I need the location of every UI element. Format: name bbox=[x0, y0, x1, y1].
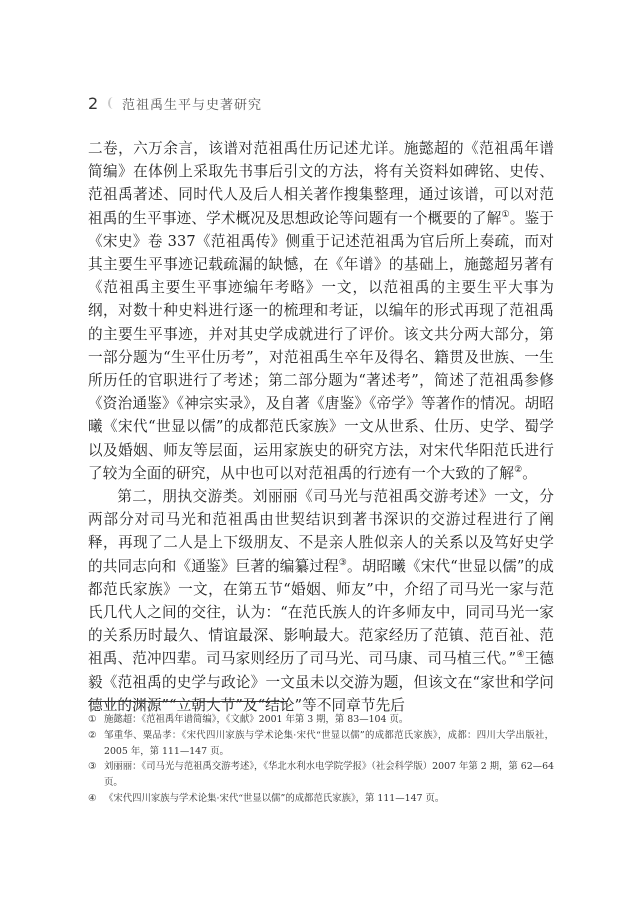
footnote-text: 《宋代四川家族与学术论集·宋代“世显以儒”的成都范氏家族》，第 111—147 页。 bbox=[104, 792, 445, 804]
paragraph-2-part-c: 王德毅《范祖禹的史学与政论》一文虽未以交游为题，但该文在“家世和学问德业的渊源”“立朝大节”及“结论”等不同章节先后 bbox=[88, 650, 554, 714]
footnote-1 bbox=[88, 712, 554, 728]
footnote-ref-2: ② bbox=[514, 464, 523, 475]
footnote-text: 刘丽丽：《司马光与范祖禹交游考述》，《华北水利水电学院学报》（社会科学版）2007 年第 2 期，第 62—64 页。 bbox=[104, 761, 554, 789]
footnote-ref-3: ③ bbox=[338, 557, 348, 568]
footnote-mark: ① bbox=[88, 714, 97, 725]
footnote-mark: ③ bbox=[88, 761, 97, 773]
footnote-text: 邹重华、粟品孝：《宋代四川家族与学术论集·宋代“世显以儒”的成都范氏家族》，成都：四川大学出版社，2005 年，第 111—147 页。 bbox=[104, 729, 554, 757]
footnote-mark: ④ bbox=[88, 792, 97, 804]
footnotes bbox=[88, 712, 554, 807]
footnote-text: 施懿超：《范祖禹年谱简编》，《文献》2001 年第 3 期，第 83—104 页。 bbox=[104, 714, 409, 725]
body-text bbox=[88, 137, 554, 717]
footnote-ref-1: ① bbox=[501, 209, 510, 220]
footnote-ref-4: ④ bbox=[516, 650, 525, 661]
paragraph-1 bbox=[88, 137, 554, 485]
footnote-2 bbox=[88, 728, 554, 760]
paragraph-2 bbox=[88, 485, 554, 717]
running-header bbox=[88, 93, 262, 113]
running-title: 范祖禹生平与史著研究 bbox=[122, 97, 263, 113]
paragraph-1-part-b: 。鉴于《宋史》卷 337《范祖禹传》侧重于记述范祖禹为官后所上奏疏，而对其主要生平事迹记载疏漏的缺憾，在《年谱》的基础上，施懿超另著有《范祖禹主要生平事迹编年考略》一文，以范祖禹的主要生平大事为纲，对数十种史料进行逐一的梳理和考证，以编年的形式再现了范祖禹的主要生平事迹，并对其史学成就进行了评价。该文共分两大部分，第一部分题为“生平仕历考”，对范祖禹生卒年及得名、籍贯及世族、一生所历任的官职进行了考述；第二部分题为“著述考”，简述了范祖禹参修《资治通鉴》《神宗实录》，及自著《唐鉴》《帝学》等著作的情况。胡昭曦《宋代“世显以儒”的成都范氏家族》一文从世系、仕历、史学、蜀学以及婚姻、师友等层面，运用家族史的研究方法，对宋代华阳范氏进行了较为全面的研究，从中也可以对范祖禹的行迹有一个大致的了解 bbox=[88, 209, 554, 482]
paragraph-1-part-a: 二卷，六万余言，该谱对范祖禹仕历记述尤详。施懿超的《范祖禹年谱简编》在体例上采取先书事后引文的方法，将有关资料如碑铭、史传、范祖禹著述、同时代人及后人相关著作搜集整理，通过该谱，可以对范祖禹的生平事迹、学术概况及思想政论等问题有一个概要的了解 bbox=[88, 140, 554, 227]
footnote-mark: ② bbox=[88, 729, 97, 741]
paragraph-2-part-b: 。胡昭曦《宋代“世显以儒”的成都范氏家族》一文，在第五节“婚姻、师友”中，介绍了司马光一家与范氏几代人之间的交往，认为：“在范氏族人的许多师友中，同司马光一家的关系历时最久、情谊最深、影响最大。范家经历了范镇、范百祉、范祖禹、范冲四辈。司马家则经历了司马光、司马康、司马植三代。” bbox=[88, 557, 554, 668]
footnote-divider bbox=[88, 701, 288, 702]
header-ornament-icon bbox=[108, 97, 118, 109]
paragraph-2-part-a: 第二，朋执交游类。刘丽丽《司马光与范祖禹交游考述》一文，分两部分对司马光和范祖禹由世契结识到著书深识的交游过程进行了阐释，再现了二人是上下级朋友、不是亲人胜似亲人的关系以及笃好史学的共同志向和《通鉴》巨著的编纂过程 bbox=[88, 488, 554, 575]
footnote-3 bbox=[88, 759, 554, 791]
paragraph-1-part-c: 。 bbox=[522, 464, 537, 482]
page-number: 2 bbox=[88, 93, 99, 113]
footnote-4 bbox=[88, 791, 554, 807]
